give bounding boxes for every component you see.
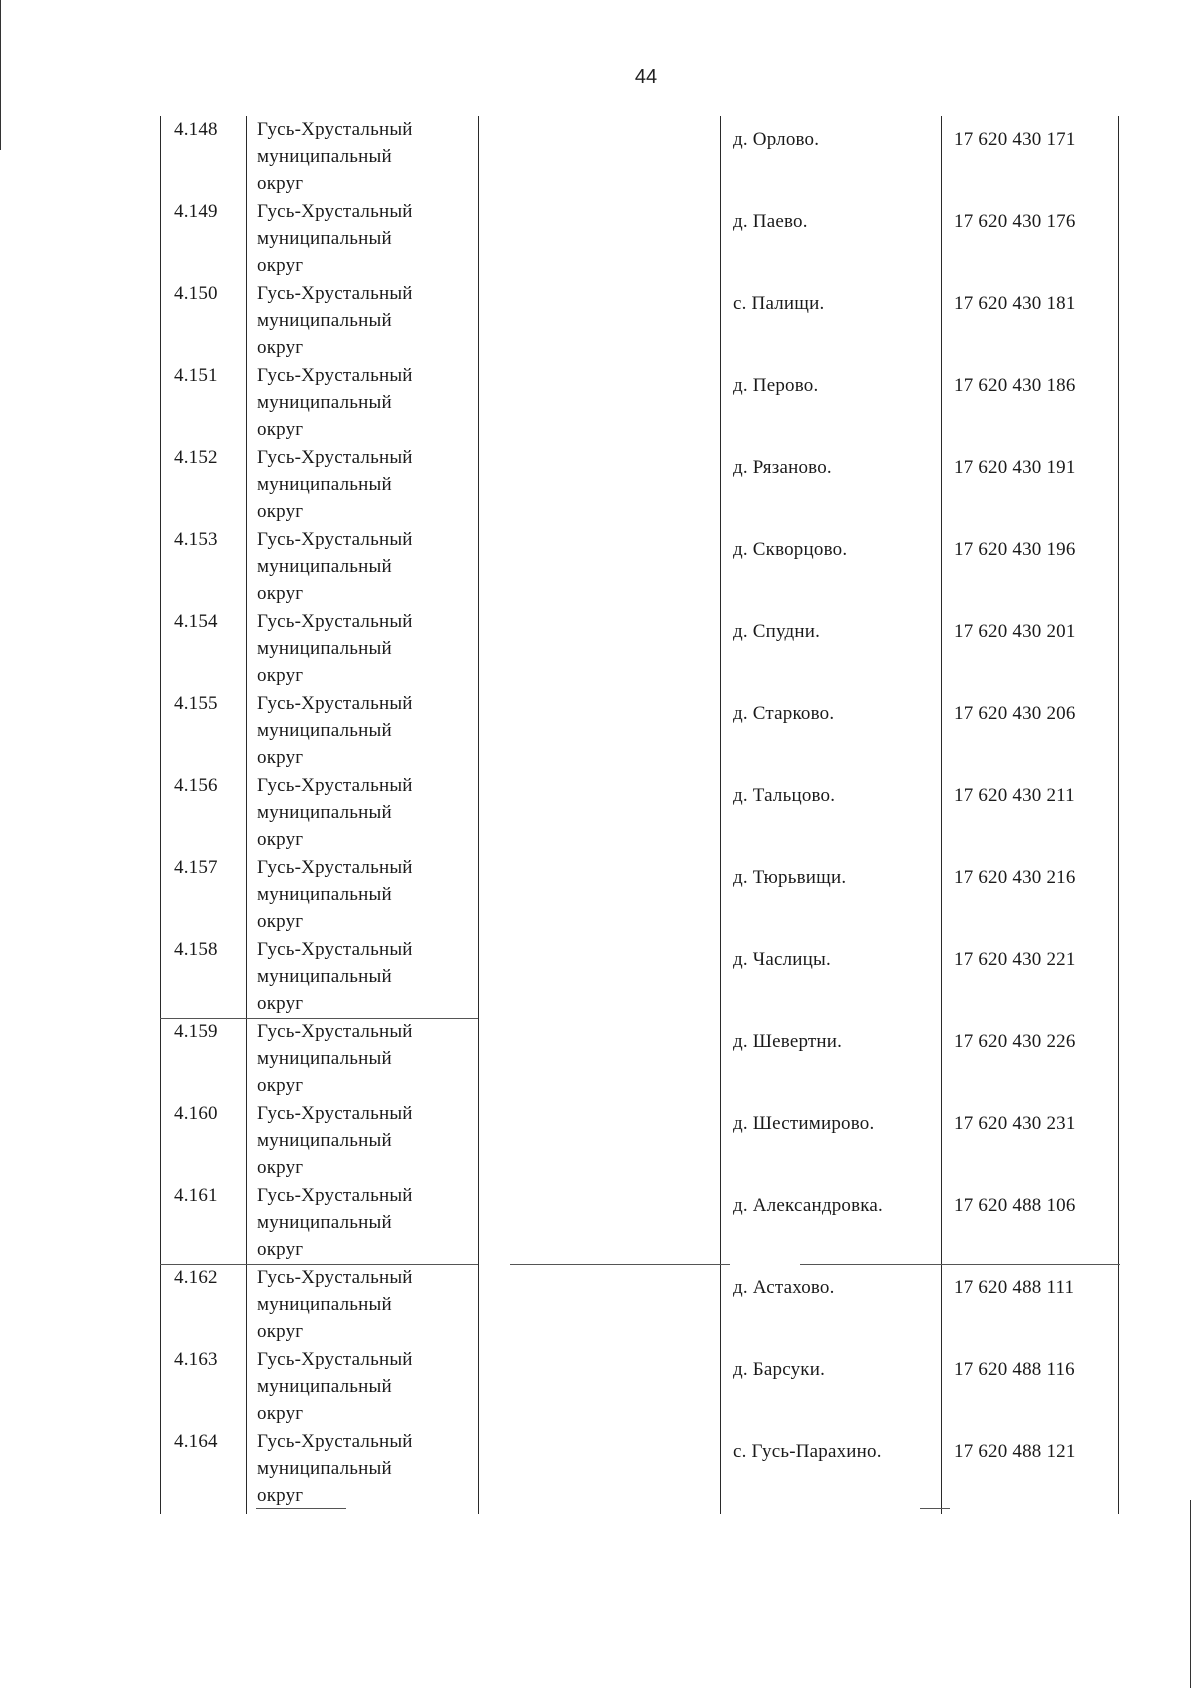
settlement-name: д. Тюрьвищи. bbox=[733, 867, 847, 888]
scan-dash-line bbox=[920, 1508, 950, 1509]
oktmo-code: 17 620 488 106 bbox=[954, 1195, 1076, 1216]
district-name bbox=[257, 198, 472, 279]
settlement-name: д. Перово. bbox=[733, 375, 819, 396]
table-row bbox=[160, 198, 1120, 280]
row-number: 4.150 bbox=[174, 283, 218, 304]
district-name bbox=[257, 936, 472, 1017]
district-name-line: Гусь-Хрустальный bbox=[257, 693, 413, 714]
district-name-line: округ bbox=[257, 993, 304, 1014]
oktmo-code: 17 620 430 211 bbox=[954, 785, 1075, 806]
row-number: 4.162 bbox=[174, 1267, 218, 1288]
settlement-name: д. Часлицы. bbox=[733, 949, 831, 970]
table-row bbox=[160, 362, 1120, 444]
scan-dash-line bbox=[800, 1264, 1120, 1265]
district-name-line: округ bbox=[257, 1403, 304, 1424]
oktmo-code: 17 620 430 176 bbox=[954, 211, 1076, 232]
oktmo-code: 17 620 430 181 bbox=[954, 293, 1076, 314]
scan-dash-line bbox=[160, 1264, 478, 1265]
district-name-line: муниципальный bbox=[257, 556, 392, 577]
district-name-line: Гусь-Хрустальный bbox=[257, 283, 413, 304]
table-row bbox=[160, 854, 1120, 936]
district-name-line: Гусь-Хрустальный bbox=[257, 611, 413, 632]
district-name-line: Гусь-Хрустальный bbox=[257, 119, 413, 140]
district-name bbox=[257, 1018, 472, 1099]
district-name-line: Гусь-Хрустальный bbox=[257, 939, 413, 960]
district-name-line: муниципальный bbox=[257, 392, 392, 413]
district-name-line: муниципальный bbox=[257, 1376, 392, 1397]
district-name bbox=[257, 1428, 472, 1509]
district-name bbox=[257, 690, 472, 771]
district-name bbox=[257, 608, 472, 689]
table-row bbox=[160, 1100, 1120, 1182]
district-name-line: округ bbox=[257, 1157, 304, 1178]
district-name-line: округ bbox=[257, 1485, 304, 1506]
table-row bbox=[160, 1428, 1120, 1510]
district-name-line: Гусь-Хрустальный bbox=[257, 1021, 413, 1042]
row-number: 4.152 bbox=[174, 447, 218, 468]
district-name-line: муниципальный bbox=[257, 1458, 392, 1479]
settlement-name: д. Паево. bbox=[733, 211, 808, 232]
scan-dash-line bbox=[256, 1508, 346, 1509]
table-row bbox=[160, 772, 1120, 854]
table-row bbox=[160, 116, 1120, 198]
oktmo-code: 17 620 430 191 bbox=[954, 457, 1076, 478]
settlement-name: д. Рязаново. bbox=[733, 457, 832, 478]
settlement-name: д. Астахово. bbox=[733, 1277, 835, 1298]
district-name bbox=[257, 526, 472, 607]
district-name-line: муниципальный bbox=[257, 310, 392, 331]
oktmo-code: 17 620 430 171 bbox=[954, 129, 1076, 150]
row-number: 4.164 bbox=[174, 1431, 218, 1452]
district-name-line: Гусь-Хрустальный bbox=[257, 365, 413, 386]
settlement-name: д. Александровка. bbox=[733, 1195, 883, 1216]
oktmo-code: 17 620 488 121 bbox=[954, 1441, 1076, 1462]
table-row bbox=[160, 608, 1120, 690]
district-name-line: муниципальный bbox=[257, 966, 392, 987]
district-name-line: Гусь-Хрустальный bbox=[257, 201, 413, 222]
district-name-line: муниципальный bbox=[257, 1294, 392, 1315]
settlement-name: д. Тальцово. bbox=[733, 785, 836, 806]
oktmo-code: 17 620 430 201 bbox=[954, 621, 1076, 642]
district-name-line: округ bbox=[257, 665, 304, 686]
district-name-line: Гусь-Хрустальный bbox=[257, 1431, 413, 1452]
district-name-line: муниципальный bbox=[257, 720, 392, 741]
row-number: 4.155 bbox=[174, 693, 218, 714]
district-name-line: округ bbox=[257, 747, 304, 768]
district-name-line: муниципальный bbox=[257, 1130, 392, 1151]
row-number: 4.163 bbox=[174, 1349, 218, 1370]
district-name-line: округ bbox=[257, 255, 304, 276]
settlement-name: д. Шестимирово. bbox=[733, 1113, 875, 1134]
district-name-line: Гусь-Хрустальный bbox=[257, 1103, 413, 1124]
oktmo-code: 17 620 430 196 bbox=[954, 539, 1076, 560]
district-name bbox=[257, 1182, 472, 1263]
settlements-table bbox=[160, 116, 1120, 1514]
district-name-line: округ bbox=[257, 501, 304, 522]
table-row bbox=[160, 444, 1120, 526]
district-name-line: муниципальный bbox=[257, 1048, 392, 1069]
settlement-name: с. Палищи. bbox=[733, 293, 825, 314]
district-name-line: муниципальный bbox=[257, 638, 392, 659]
district-name-line: муниципальный bbox=[257, 1212, 392, 1233]
district-name bbox=[257, 116, 472, 197]
page-number: 44 bbox=[634, 66, 658, 88]
district-name-line: округ bbox=[257, 583, 304, 604]
scan-dash-line bbox=[160, 1018, 478, 1019]
district-name-line: округ bbox=[257, 337, 304, 358]
district-name-line: округ bbox=[257, 173, 304, 194]
district-name bbox=[257, 1264, 472, 1345]
oktmo-code: 17 620 430 226 bbox=[954, 1031, 1076, 1052]
settlement-name: д. Орлово. bbox=[733, 129, 820, 150]
oktmo-code: 17 620 430 231 bbox=[954, 1113, 1076, 1134]
row-number: 4.156 bbox=[174, 775, 218, 796]
district-name-line: муниципальный bbox=[257, 146, 392, 167]
table-row bbox=[160, 690, 1120, 772]
oktmo-code: 17 620 488 116 bbox=[954, 1359, 1075, 1380]
row-number: 4.151 bbox=[174, 365, 218, 386]
district-name-line: округ bbox=[257, 1321, 304, 1342]
district-name-line: Гусь-Хрустальный bbox=[257, 447, 413, 468]
district-name-line: округ bbox=[257, 419, 304, 440]
table-row bbox=[160, 1264, 1120, 1346]
district-name-line: Гусь-Хрустальный bbox=[257, 775, 413, 796]
district-name-line: Гусь-Хрустальный bbox=[257, 529, 413, 550]
row-number: 4.158 bbox=[174, 939, 218, 960]
district-name-line: округ bbox=[257, 829, 304, 850]
oktmo-code: 17 620 430 221 bbox=[954, 949, 1076, 970]
district-name-line: Гусь-Хрустальный bbox=[257, 1185, 413, 1206]
row-number: 4.157 bbox=[174, 857, 218, 878]
district-name-line: округ bbox=[257, 1239, 304, 1260]
district-name-line: муниципальный bbox=[257, 228, 392, 249]
district-name bbox=[257, 772, 472, 853]
district-name bbox=[257, 444, 472, 525]
district-name bbox=[257, 1100, 472, 1181]
district-name-line: муниципальный bbox=[257, 802, 392, 823]
table-row bbox=[160, 1346, 1120, 1428]
oktmo-code: 17 620 430 206 bbox=[954, 703, 1076, 724]
table-row bbox=[160, 1018, 1120, 1100]
oktmo-code: 17 620 430 216 bbox=[954, 867, 1076, 888]
oktmo-code: 17 620 488 111 bbox=[954, 1277, 1075, 1298]
row-number: 4.159 bbox=[174, 1021, 218, 1042]
row-number: 4.148 bbox=[174, 119, 218, 140]
district-name bbox=[257, 854, 472, 935]
district-name-line: муниципальный bbox=[257, 474, 392, 495]
settlement-name: д. Барсуки. bbox=[733, 1359, 826, 1380]
district-name-line: Гусь-Хрустальный bbox=[257, 1349, 413, 1370]
scan-edge-mark bbox=[1190, 1500, 1191, 1688]
settlement-name: с. Гусь-Парахино. bbox=[733, 1441, 882, 1462]
table-row bbox=[160, 936, 1120, 1018]
row-number: 4.161 bbox=[174, 1185, 218, 1206]
oktmo-code: 17 620 430 186 bbox=[954, 375, 1076, 396]
district-name-line: муниципальный bbox=[257, 884, 392, 905]
row-number: 4.154 bbox=[174, 611, 218, 632]
district-name-line: округ bbox=[257, 911, 304, 932]
scan-edge-mark bbox=[0, 0, 1, 150]
district-name-line: Гусь-Хрустальный bbox=[257, 1267, 413, 1288]
table-row bbox=[160, 526, 1120, 608]
table-row bbox=[160, 280, 1120, 362]
settlement-name: д. Старково. bbox=[733, 703, 835, 724]
district-name-line: округ bbox=[257, 1075, 304, 1096]
district-name bbox=[257, 362, 472, 443]
row-number: 4.149 bbox=[174, 201, 218, 222]
scan-dash-line bbox=[510, 1264, 730, 1265]
district-name-line: Гусь-Хрустальный bbox=[257, 857, 413, 878]
district-name bbox=[257, 1346, 472, 1427]
row-number: 4.153 bbox=[174, 529, 218, 550]
settlement-name: д. Спудни. bbox=[733, 621, 821, 642]
table-row bbox=[160, 1182, 1120, 1264]
district-name bbox=[257, 280, 472, 361]
settlement-name: д. Скворцово. bbox=[733, 539, 848, 560]
row-number: 4.160 bbox=[174, 1103, 218, 1124]
settlement-name: д. Шевертни. bbox=[733, 1031, 843, 1052]
